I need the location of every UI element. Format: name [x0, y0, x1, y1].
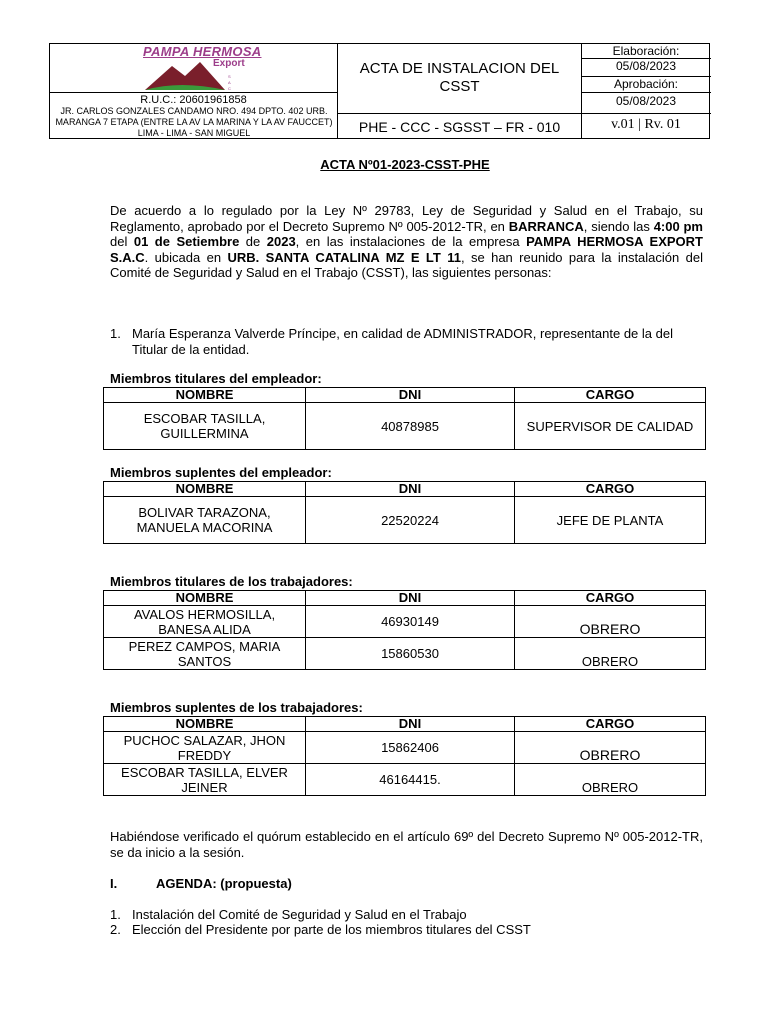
members-table: [103, 590, 706, 670]
column-header-dni: DNI: [306, 388, 515, 403]
header-divider: [581, 92, 711, 93]
agenda-heading: [110, 876, 292, 891]
intro-text: , se han reunido para la instalación del Comité de Seguridad y Salud en el Trabajo (CSST), las siguientes personas:: [110, 249, 703, 280]
table-row: [104, 606, 706, 638]
intro-text: del: [110, 234, 134, 249]
intro-text: , siendo las: [583, 218, 654, 234]
elaboracion-label: Elaboración:: [612, 44, 680, 58]
member-cargo: JEFE DE PLANTA: [515, 497, 706, 544]
person-list-item: [110, 326, 703, 358]
company-ruc: R.U.C.: 20601961858: [140, 94, 247, 106]
member-dni: 46930149: [306, 606, 515, 638]
agenda-item: [110, 907, 703, 923]
column-header-cargo: CARGO: [515, 591, 706, 606]
member-cargo: SUPERVISOR DE CALIDAD: [515, 403, 706, 450]
member-name: PUCHOC SALAZAR, JHON FREDDY: [104, 732, 306, 764]
table-header-row: [104, 388, 706, 403]
column-header-name: NOMBRE: [104, 388, 306, 403]
intro-company: PAMPA HERMOSA EXPORT S.A.C: [110, 234, 704, 265]
member-name: AVALOS HERMOSILLA, BANESA ALIDA: [104, 606, 306, 638]
section-label: Miembros titulares de los trabajadores:: [110, 574, 353, 589]
table-row: [104, 638, 706, 670]
svg-text:A: A: [228, 80, 231, 85]
company-logo: [50, 44, 337, 92]
column-header-dni: DNI: [306, 591, 515, 606]
member-dni: 22520224: [306, 497, 515, 544]
member-name: ESCOBAR TASILLA, ELVER JEINER: [104, 764, 306, 796]
agenda-number: I.: [110, 876, 118, 891]
document-version: v.01 | Rv. 01: [611, 117, 681, 132]
intro-time: 4:00 pm: [653, 218, 703, 234]
intro-year: 2023: [266, 234, 296, 249]
svg-text:S: S: [228, 74, 231, 79]
member-name: BOLIVAR TARAZONA, MANUELA MACORINA: [104, 497, 306, 544]
intro-paragraph: [110, 203, 703, 281]
table-header-row: [104, 591, 706, 606]
member-dni: 15862406: [306, 732, 515, 764]
intro-text: . ubicada en: [144, 249, 228, 265]
agenda-title: AGENDA: (propuesta): [156, 876, 292, 891]
member-name: ESCOBAR TASILLA, GUILLERMINA: [104, 403, 306, 450]
elaboracion-date: 05/08/2023: [615, 59, 677, 73]
member-cargo: OBRERO: [515, 732, 706, 764]
column-header-name: NOMBRE: [104, 591, 306, 606]
column-header-name: NOMBRE: [104, 482, 306, 497]
acta-title: ACTA Nº01-2023-CSST-PHE: [320, 157, 490, 172]
intro-city: BARRANCA: [508, 218, 584, 234]
header-divider: [337, 113, 711, 114]
document-header: [49, 43, 710, 139]
intro-text: De acuerdo a lo regulado por la Ley Nº 29783, Ley de Seguridad y Salud en el Trabajo, su Reglamento, aprobado por el Decreto Supremo Nº 005-2012-TR, en: [110, 203, 703, 234]
intro-location: URB. SANTA CATALINA MZ E LT 11: [227, 249, 461, 265]
list-text: Elección del Presidente por parte de los miembros titulares del CSST: [132, 922, 531, 937]
column-header-cargo: CARGO: [515, 388, 706, 403]
column-header-dni: DNI: [306, 717, 515, 732]
table-row: [104, 764, 706, 796]
aprobacion-date: 05/08/2023: [615, 94, 677, 108]
intro-text: , en las instalaciones de la empresa: [295, 234, 527, 249]
column-header-name: NOMBRE: [104, 717, 306, 732]
section-label: Miembros suplentes del empleador:: [110, 465, 332, 480]
svg-text:C: C: [228, 86, 231, 91]
members-table: [103, 481, 706, 544]
member-cargo: OBRERO: [515, 638, 706, 670]
company-logo-subtext: Export: [213, 58, 245, 69]
member-cargo: OBRERO: [515, 764, 706, 796]
table-header-row: [104, 482, 706, 497]
header-divider: [50, 92, 337, 93]
intro-text: de: [239, 234, 267, 249]
section-label: Miembros titulares del empleador:: [110, 371, 322, 386]
member-dni: 40878985: [306, 403, 515, 450]
document-title: ACTA DE INSTALACION DEL CSST: [359, 60, 560, 95]
members-table: [103, 716, 706, 796]
member-dni: 46164415.: [306, 764, 515, 796]
table-row: [104, 732, 706, 764]
table-header-row: [104, 717, 706, 732]
company-logo-text: PAMPA HERMOSA: [143, 44, 262, 59]
company-address: JR. CARLOS GONZALES CANDAMO NRO. 494 DPTO. 402 URB. MARANGA 7 ETAPA (ENTRE LA AV LA MARINA Y LA AV FAUCCET) LIMA - LIMA - SAN MIGUEL: [55, 106, 333, 138]
column-header-dni: DNI: [306, 482, 515, 497]
list-text: Instalación del Comité de Seguridad y Salud en el Trabajo: [132, 907, 467, 922]
section-label: Miembros suplentes de los trabajadores:: [110, 700, 363, 715]
agenda-item: [110, 922, 703, 938]
column-header-cargo: CARGO: [515, 482, 706, 497]
list-text: María Esperanza Valverde Príncipe, en calidad de ADMINISTRADOR, representante de la del Titular de la entidad.: [132, 326, 673, 357]
intro-date: 01 de Setiembre: [133, 234, 240, 249]
member-cargo: OBRERO: [515, 606, 706, 638]
aprobacion-label: Aprobación:: [613, 77, 679, 91]
column-header-cargo: CARGO: [515, 717, 706, 732]
member-dni: 15860530: [306, 638, 515, 670]
member-name: PEREZ CAMPOS, MARIA SANTOS: [104, 638, 306, 670]
table-row: [104, 497, 706, 544]
list-number: 2.: [110, 922, 121, 937]
quorum-paragraph: Habiéndose verificado el quórum establecido en el artículo 69º del Decreto Supremo Nº 005-2012-TR, se da inicio a la sesión.: [110, 829, 703, 860]
document-code: PHE - CCC - SGSST – FR - 010: [358, 119, 561, 135]
list-number: 1.: [110, 326, 121, 341]
members-table: [103, 387, 706, 450]
list-number: 1.: [110, 907, 121, 922]
table-row: [104, 403, 706, 450]
